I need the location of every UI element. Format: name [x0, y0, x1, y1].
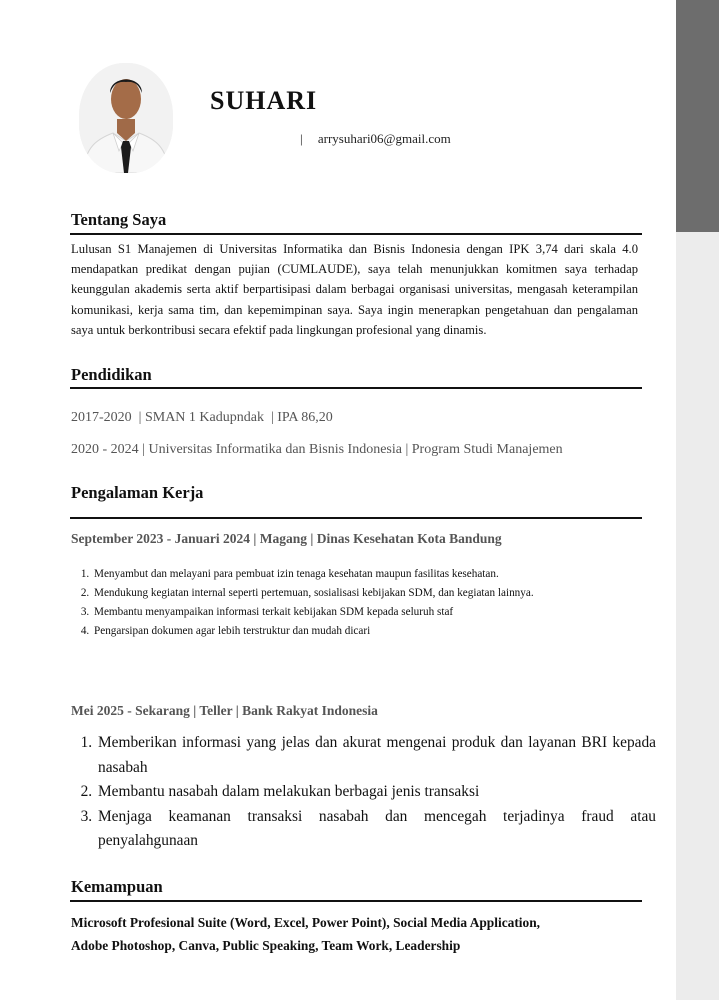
scrollbar-thumb[interactable] [676, 0, 719, 232]
list-item: 2. Membantu nasabah dalam melakukan berbagai jenis transaksi [96, 780, 656, 805]
contact-line [300, 131, 451, 147]
job-heading: Mei 2025 - Sekarang | Teller | Bank Rakyat Indonesia [71, 703, 378, 718]
about-divider [70, 233, 642, 235]
education-entry: 2020 - 2024 | Universitas Informatika dan Bisnis Indonesia | Program Studi Manajemen [71, 442, 563, 457]
education-heading: Pendidikan [71, 365, 152, 384]
email-text: arrysuhari06@gmail.com [317, 131, 451, 146]
skills-divider [70, 900, 642, 902]
skills-line: Adobe Photoshop, Canva, Public Speaking, Team Work, Leadership [71, 938, 461, 953]
list-item: 4. Pengarsipan dokumen agar lebih terstruktur dan mudah dicari [92, 622, 562, 641]
list-item: 2. Mendukung kegiatan internal seperti pertemuan, sosialisasi kebijakan SDM, dan kegiatan lainnya. [92, 584, 562, 603]
list-item: 1. Menyambut dan melayani para pembuat izin tenaga kesehatan maupun fasilitas kesehatan. [92, 565, 562, 584]
list-item: 3. Menjaga keamanan transaksi nasabah dan mencegah terjadinya fraud atau penyalahgunaan [96, 805, 656, 854]
list-item: 1. Memberikan informasi yang jelas dan akurat mengenai produk dan layanan BRI kepada nasabah [96, 731, 656, 780]
profile-photo [79, 63, 173, 173]
skills-line: Microsoft Profesional Suite (Word, Excel, Power Point), Social Media Application, [71, 915, 541, 930]
skills-text [71, 911, 641, 957]
job-duties-list [79, 565, 562, 641]
education-entry: 2017-2020 | SMAN 1 Kadupndak | IPA 86,20 [71, 410, 333, 425]
skills-heading: Kemampuan [71, 877, 163, 896]
experience-divider [70, 517, 642, 519]
education-divider [70, 387, 642, 389]
scrollbar[interactable] [676, 0, 719, 1000]
experience-heading: Pengalaman Kerja [71, 483, 204, 502]
contact-separator: | [300, 131, 303, 146]
about-text: Lulusan S1 Manajemen di Universitas Informatika dan Bisnis Indonesia dengan IPK 3,74 dari skala 4.0 mendapatkan predikat dengan pujian (CUMLAUDE), saya telah menunjukkan komitmen saya terhadap keunggulan akademis serta aktif berpartisipasi dalam berbagai organisasi universitas, mengasah keterampilan komunikasi, kerja sama tim, dan kepemimpinan saya. Saya ingin menerapkan pengetahuan dan pengalaman saya untuk berkontribusi secara efektif pada lingkungan profesional yang dinamis. [71, 242, 638, 337]
about-heading: Tentang Saya [71, 210, 167, 229]
job-duties-list [82, 731, 656, 854]
job-heading: September 2023 - Januari 2024 | Magang | Dinas Kesehatan Kota Bandung [71, 531, 502, 546]
candidate-name: SUHARI [210, 86, 318, 115]
list-item: 3. Membantu menyampaikan informasi terkait kebijakan SDM kepada seluruh staf [92, 603, 562, 622]
